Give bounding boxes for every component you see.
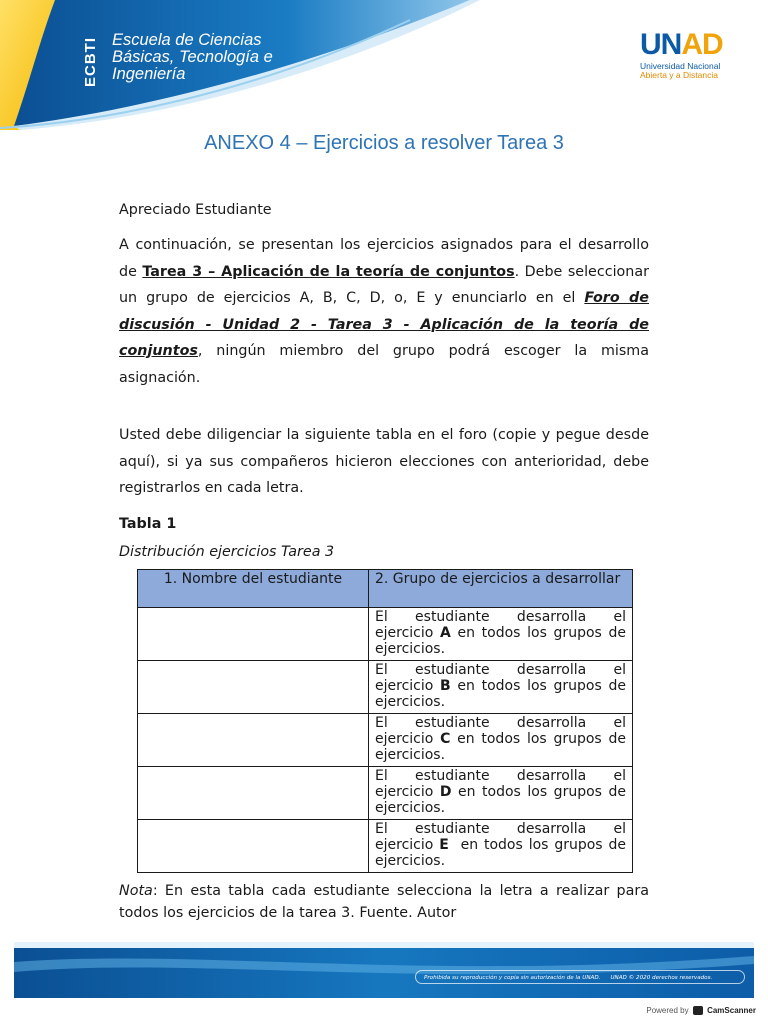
exercise-cell: El estudiante desarrolla el ejercicio C en todos los grupos de ejercicios.	[369, 714, 633, 767]
exercise-cell: El estudiante desarrolla el ejercicio D en todos los grupos de ejercicios.	[369, 767, 633, 820]
student-name-cell[interactable]	[138, 767, 369, 820]
student-name-cell[interactable]	[138, 661, 369, 714]
table-row	[138, 714, 633, 767]
intro-paragraph: A continuación, se presentan los ejercicios asignados para el desarrollo de Tarea 3 – Aplicación de la teoría de conjuntos. Debe seleccionar un grupo de ejercicios A, B, C, D, o, E y enunciarlo en el Foro de discusión - Unidad 2 - Tarea 3 - Aplicación de la teoría de conjuntos, ningún miembro del grupo podrá escoger la misma asignación.	[119, 237, 649, 386]
tarea-link[interactable]: Tarea 3 – Aplicación de la teoría de conjuntos	[142, 263, 515, 280]
table-row	[138, 820, 633, 873]
instructions-paragraph: Usted debe diligenciar la siguiente tabla en el foro (copie y pegue desde aquí), si ya sus compañeros hicieron elecciones con anterioridad, debe registrarlos en cada letra.	[119, 427, 649, 496]
school-line: Escuela de Ciencias	[112, 31, 262, 49]
school-line: Ingeniería	[112, 65, 186, 83]
unad-logo-subtitle-2: Abierta y a Distancia	[640, 70, 718, 80]
student-name-cell[interactable]	[138, 714, 369, 767]
table-label: Tabla 1	[119, 516, 177, 532]
ecbti-tag: ECBTI	[82, 37, 99, 87]
foro-link[interactable]: Foro de discusión - Unidad 2 - Tarea 3 - Aplicación de la teoría de conjuntos	[119, 290, 649, 359]
exercise-cell: El estudiante desarrolla el ejercicio A en todos los grupos de ejercicios.	[369, 608, 633, 661]
header-banner	[0, 0, 768, 130]
table-note	[119, 880, 649, 924]
student-name-cell[interactable]	[138, 820, 369, 873]
school-line: Básicas, Tecnología e	[112, 48, 273, 66]
school-name	[112, 32, 273, 83]
powered-by: Powered by CamScanner	[646, 1006, 756, 1015]
exercise-cell: El estudiante desarrolla el ejercicio B en todos los grupos de ejercicios.	[369, 661, 633, 714]
camscanner-icon	[693, 1006, 703, 1015]
distribution-table	[137, 569, 633, 873]
note-text: : En esta tabla cada estudiante selecciona la letra a realizar para todos los ejercicios de la tarea 3. Fuente. Autor	[119, 883, 649, 921]
exercise-cell: El estudiante desarrolla el ejercicio E en todos los grupos de ejercicios.	[369, 820, 633, 873]
table-row	[138, 661, 633, 714]
legal-notice	[415, 970, 745, 984]
note-label: Nota	[119, 883, 153, 899]
header-student-name: 1. Nombre del estudiante	[138, 570, 369, 608]
table-header-row	[138, 570, 633, 608]
legal-text: Prohibida su reproducción y copia sin autorización de la UNAD.	[424, 975, 601, 981]
unad-logo-text: UNAD	[640, 28, 723, 61]
greeting: Apreciado Estudiante	[119, 202, 272, 218]
unad-logo-subtitle: Universidad Nacional	[640, 61, 721, 71]
table-row	[138, 767, 633, 820]
copyright-text: UNAD © 2020 derechos reservados.	[610, 975, 713, 981]
page-title: ANEXO 4 – Ejercicios a resolver Tarea 3	[204, 132, 564, 154]
unad-logo	[640, 28, 740, 80]
footer-banner	[0, 942, 768, 1002]
table-row	[138, 608, 633, 661]
student-name-cell[interactable]	[138, 608, 369, 661]
header-exercise-group: 2. Grupo de ejercicios a desarrollar	[369, 570, 633, 608]
table-subtitle: Distribución ejercicios Tarea 3	[119, 544, 335, 560]
